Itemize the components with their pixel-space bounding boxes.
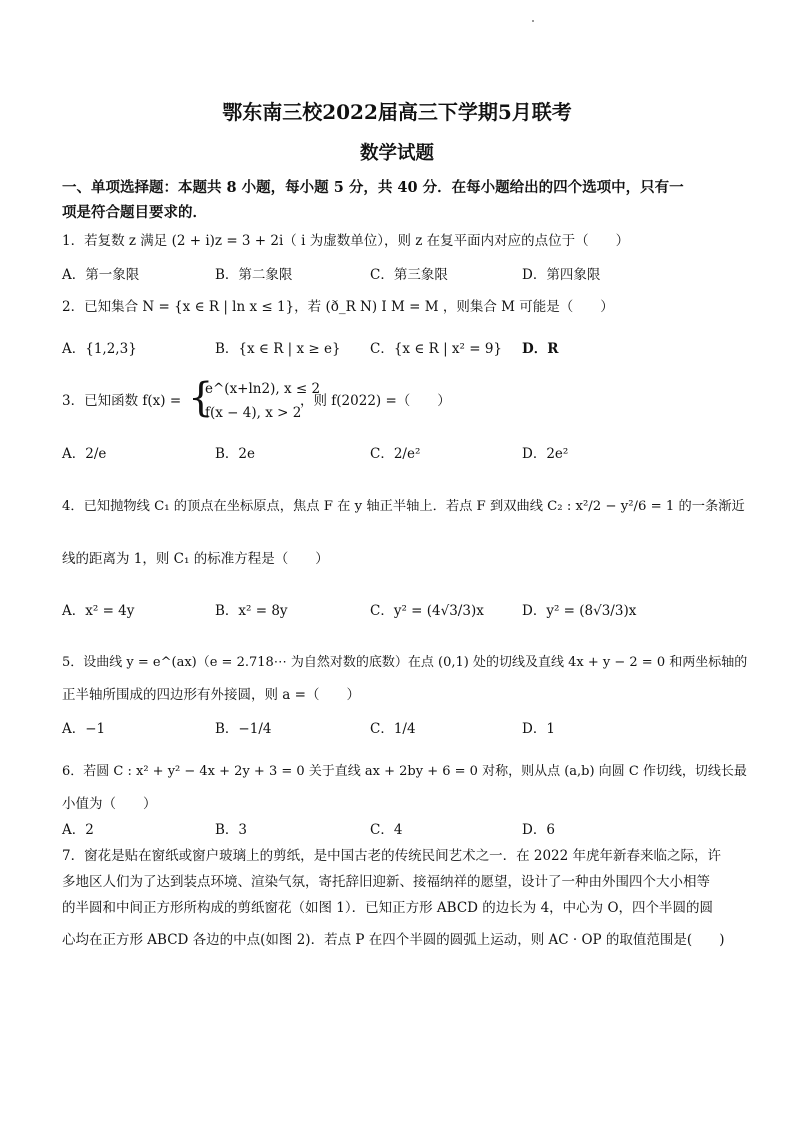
q5-option-c: C．1/4 — [370, 721, 416, 737]
question-7-stem-line3: 的半圆和中间正方形所构成的剪纸窗花（如图 1）．已知正方形 ABCD 的边长为 4，中心为 O，四个半圆的圆 — [62, 900, 714, 916]
q6-option-a: A．2 — [62, 822, 94, 838]
question-5-stem-line2: 正半轴所围成的四边形有外接圆，则 a =（ ） — [62, 687, 360, 703]
q2-option-c: C．{x ∈ R | x² = 9} — [370, 341, 503, 357]
question-5-stem-line1: 5．设曲线 y = e^(ax)（e = 2.718⋯ 为自然对数的底数）在点 (0,1) 处的切线及直线 4x + y − 2 = 0 和两坐标轴的 — [62, 655, 748, 670]
q2-option-a: A．{1,2,3} — [62, 341, 137, 357]
question-7-stem-line2: 多地区人们为了达到装点环境、渲染气氛，寄托辞旧迎新、接福纳祥的愿望，设计了一种由外围四个大小相等 — [62, 874, 710, 890]
q6-option-d: D．6 — [522, 822, 555, 838]
page-subtitle: 数学试题 — [359, 143, 434, 164]
scan-mark — [532, 20, 534, 22]
q4-option-b: B．x² = 8y — [215, 603, 288, 619]
question-7-stem-line4: 心均在正方形 ABCD 各边的中点(如图 2)．若点 P 在四个半圆的圆弧上运动，则 AC · OP 的取值范围是( ) — [62, 932, 725, 948]
q3-option-a: A．2/e — [62, 446, 107, 462]
q4-option-c: C．y² = (4√3/3)x — [370, 603, 484, 619]
question-7-stem-line1: 7．窗花是贴在窗纸或窗户玻璃上的剪纸，是中国古老的传统民间艺术之一．在 2022 年虎年新春来临之际，许 — [62, 848, 722, 864]
question-3-stem-suffix: ，则 f(2022) =（ ） — [300, 393, 451, 409]
piecewise-brace: { — [188, 375, 214, 421]
q1-option-a: A．第一象限 — [62, 267, 140, 283]
q2-option-b: B．{x ∈ R | x ≥ e} — [215, 341, 341, 357]
q6-option-b: B．3 — [215, 822, 248, 838]
q4-option-d: D．y² = (8√3/3)x — [522, 603, 637, 619]
section-heading-line2: 项是符合题目要求的． — [62, 204, 207, 221]
q5-option-a: A．−1 — [62, 721, 106, 737]
question-2-stem: 2．已知集合 N = {x ∈ R | ln x ≤ 1}，若 (ð_R N) I M = M ，则集合 M 可能是（ ） — [62, 299, 614, 315]
q3-case-1: e^(x+ln2), x ≤ 2 — [205, 381, 321, 397]
question-4-stem-line2: 线的距离为 1，则 C₁ 的标准方程是（ ） — [62, 551, 329, 567]
question-4-stem-line1: 4．已知抛物线 C₁ 的顶点在坐标原点，焦点 F 在 y 轴正半轴上．若点 F 到双曲线 C₂ : x²/2 − y²/6 = 1 的一条渐近 — [62, 499, 745, 514]
q1-option-c: C．第三象限 — [370, 267, 448, 283]
q1-option-b: B．第二象限 — [215, 267, 293, 283]
q3-case-2: f(x − 4), x > 2 — [205, 405, 302, 421]
q3-option-d: D．2e² — [522, 446, 569, 462]
question-6-stem-line2: 小值为（ ） — [62, 796, 157, 812]
question-6-stem-line1: 6．若圆 C : x² + y² − 4x + 2y + 3 = 0 关于直线 ax + 2by + 6 = 0 对称，则从点 (a,b) 向圆 C 作切线，切线长最 — [62, 764, 747, 779]
section-heading-line1: 一、单项选择题：本题共 8 小题，每小题 5 分，共 40 分．在每小题给出的四个选项中，只有一 — [62, 179, 684, 196]
q5-option-d: D．1 — [522, 721, 555, 737]
q2-option-d: D．R — [522, 341, 559, 357]
q4-option-a: A．x² = 4y — [62, 603, 135, 619]
q3-option-c: C．2/e² — [370, 446, 421, 462]
question-1-stem: 1．若复数 z 满足 (2 + i)z = 3 + 2i（ i 为虚数单位），则 z 在复平面内对应的点位于（ ） — [62, 233, 630, 249]
q1-option-d: D．第四象限 — [522, 267, 601, 283]
q5-option-b: B．−1/4 — [215, 721, 272, 737]
q3-option-b: B．2e — [215, 446, 255, 462]
q6-option-c: C．4 — [370, 822, 403, 838]
page-title: 鄂东南三校2022届高三下学期5月联考 — [222, 100, 572, 124]
question-3-stem-prefix: 3．已知函数 f(x) = — [62, 393, 182, 409]
